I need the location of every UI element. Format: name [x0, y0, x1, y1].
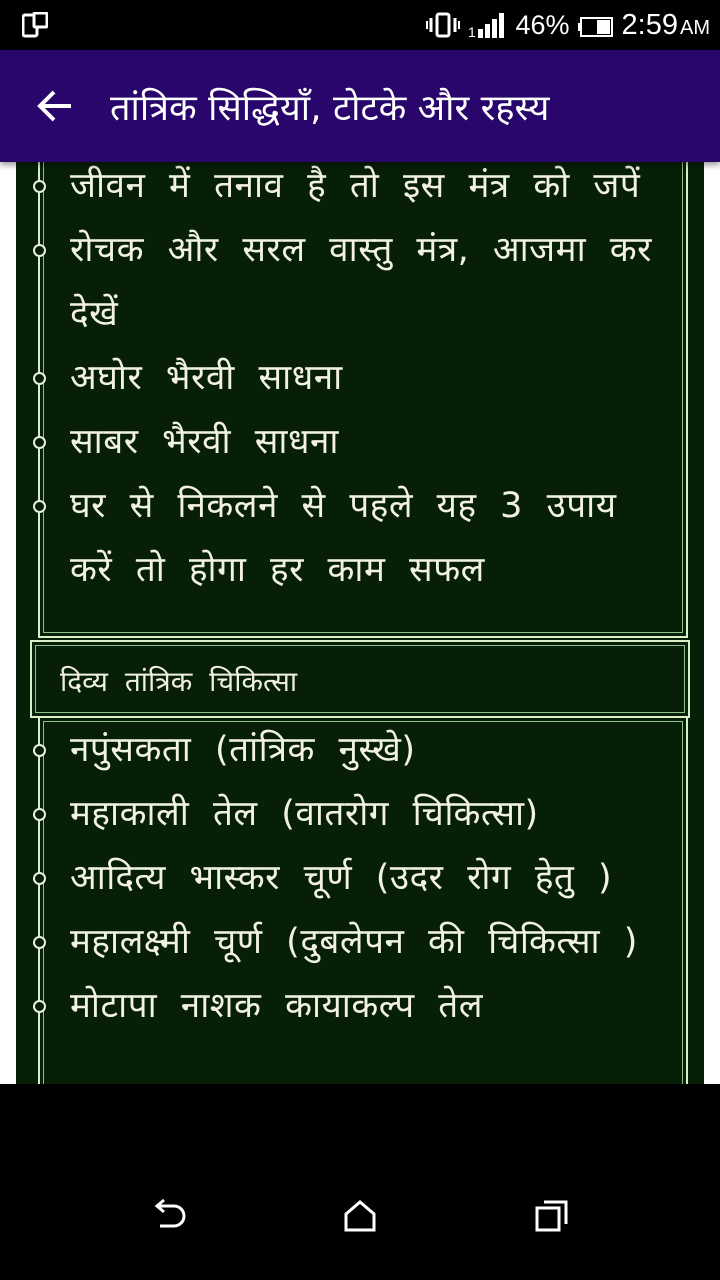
list-item[interactable]: साबर भैरवी साधना [40, 410, 686, 474]
list-item[interactable]: महाकाली तेल (वातरोग चिकित्सा) [40, 782, 686, 846]
arrow-left-icon [37, 90, 73, 122]
battery-icon [578, 14, 614, 36]
nav-back-button[interactable] [136, 1184, 200, 1248]
screenshot-icon [22, 12, 46, 38]
bullet-icon [33, 180, 46, 193]
bullet-icon [33, 808, 46, 821]
bullet-icon [33, 872, 46, 885]
bullet-icon [33, 1000, 46, 1013]
clock-ampm: AM [680, 16, 710, 39]
list-item[interactable]: घर से निकलने से पहले यह 3 उपाय करें तो होगा हर काम सफल [40, 474, 686, 602]
back-button[interactable] [0, 50, 110, 162]
clock-time: 2:59 AM [621, 8, 710, 41]
list-item[interactable]: महालक्ष्मी चूर्ण (दुबलेपन की चिकित्सा ) [40, 910, 686, 974]
list-box-2 [38, 716, 688, 1084]
list-item[interactable]: आदित्य भास्कर चूर्ण (उदर रोग हेतु ) [40, 846, 686, 910]
content-panel [16, 162, 704, 1084]
list-item[interactable]: अघोर भैरवी साधना [40, 346, 686, 410]
app-bar [0, 50, 720, 162]
bullet-icon [33, 500, 46, 513]
status-bar [0, 0, 720, 50]
page-title: तांत्रिक सिद्धियाँ, टोटके और रहस्य [110, 87, 550, 129]
navigation-bar [0, 1084, 720, 1280]
bullet-icon [33, 936, 46, 949]
svg-text:1: 1 [467, 24, 476, 39]
article-list-1 [40, 162, 686, 602]
bullet-icon [33, 436, 46, 449]
list-item[interactable]: रोचक और सरल वास्तु मंत्र, आजमा कर देखें [40, 218, 686, 346]
bullet-icon [33, 372, 46, 385]
list-item[interactable]: नपुंसकता (तांत्रिक नुस्खे) [40, 718, 686, 782]
nav-recents-button[interactable] [520, 1184, 584, 1248]
content-area[interactable] [0, 162, 720, 1084]
bullet-icon [33, 244, 46, 257]
signal-icon [468, 11, 508, 39]
back-nav-icon [148, 1198, 188, 1234]
bullet-icon [33, 744, 46, 757]
recents-icon [534, 1198, 570, 1234]
list-item[interactable]: मोटापा नाशक कायाकल्प तेल [40, 974, 686, 1038]
vibrate-icon [426, 12, 460, 38]
list-item[interactable]: जीवन में तनाव है तो इस मंत्र को जपें [40, 162, 686, 218]
home-icon [342, 1198, 378, 1234]
article-list-2 [40, 718, 686, 1038]
section-heading: दिव्य तांत्रिक चिकित्सा [60, 665, 298, 698]
list-box-1 [38, 162, 688, 638]
nav-home-button[interactable] [328, 1184, 392, 1248]
battery-percent: 46% [515, 9, 570, 40]
